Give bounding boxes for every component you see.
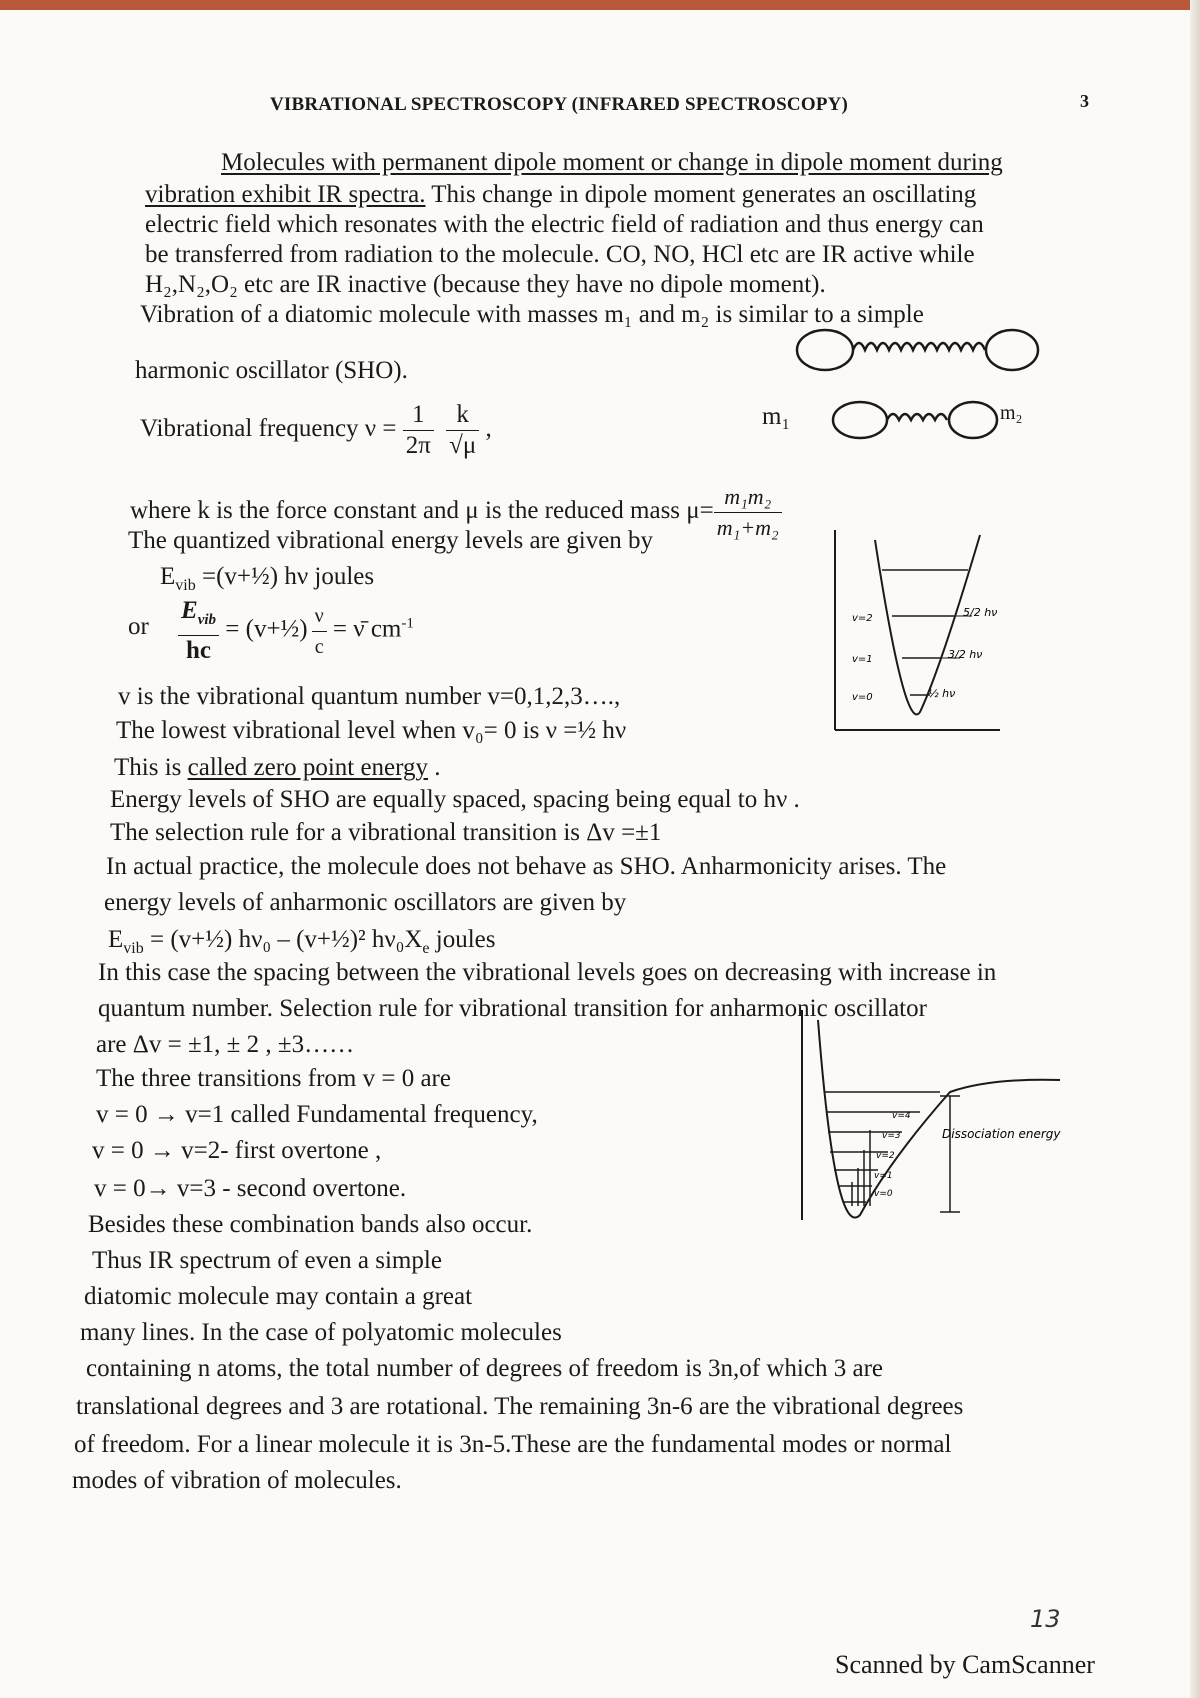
- body-line-20: containing n atoms, the total number of degrees of freedom is 3n,of which 3 are: [86, 1355, 883, 1382]
- body-line-15: v = 0→ v=3 - second overtone.: [94, 1175, 407, 1202]
- body-line-13: v = 0 → v=1 called Fundamental frequency,: [96, 1101, 538, 1128]
- frequency-suffix: ,: [479, 415, 492, 443]
- sqrt-numerator: k: [446, 400, 479, 431]
- eq2-sup: -1: [401, 615, 414, 632]
- reduced-mass-text: where k is the force constant and μ is the reduced mass μ=: [130, 497, 714, 525]
- sqrt-denominator: √μ: [449, 432, 477, 459]
- eq2-fraction: [178, 596, 219, 666]
- eq2-mid: = (v+½): [219, 615, 308, 643]
- body-line-7: energy levels of anharmonic oscillators are given by: [104, 889, 627, 916]
- sho-energy-label: 5/2 hν: [963, 606, 998, 619]
- sho-energy-label: 3/2 hν: [948, 648, 983, 661]
- body-line-3: [114, 753, 441, 783]
- body-line-12: The three transitions from v = 0 are: [96, 1065, 451, 1092]
- fraction-denominator: 2π: [405, 432, 431, 459]
- mass-1-label: m₁: [762, 403, 791, 430]
- energy-or: or: [128, 613, 149, 640]
- zero-point-energy-term: called zero point energy: [187, 754, 429, 781]
- intro-line-4: be transferred from radiation to the molecule. CO, NO, HCl etc are IR active while: [145, 241, 975, 268]
- sho-energy-label: ½ hν: [928, 687, 956, 700]
- eq2-rest: = ν̄ cm: [326, 615, 402, 643]
- frequency-prefix: Vibrational frequency ν =: [140, 415, 403, 443]
- frequency-fraction: [403, 400, 434, 461]
- fraction-numerator: 1: [403, 400, 434, 431]
- anharmonic-level-label: v=3: [882, 1131, 901, 1141]
- eq2-nu-fraction: [312, 601, 327, 662]
- sqrt-denominator-mu: μ: [462, 432, 477, 459]
- body-line-23: modes of vibration of molecules.: [72, 1467, 402, 1494]
- body-line-14: v = 0 → v=2- first overtone ,: [92, 1137, 382, 1164]
- anharmonic-level-label: v=2: [876, 1151, 895, 1161]
- intro-line-5: H₂,N₂,O₂ etc are IR inactive (because they have no dipole moment).: [145, 271, 826, 298]
- eq3-e: E: [108, 926, 124, 953]
- anharmonic-level-label: v=0: [874, 1189, 893, 1199]
- anharmonic-potential-diagram: [790, 1010, 1070, 1230]
- body-line-19: many lines. In the case of polyatomic molecules: [80, 1319, 562, 1346]
- page-top-edge: [0, 0, 1200, 10]
- sho-potential-diagram: [820, 530, 1020, 740]
- frequency-sqrt: [446, 400, 479, 461]
- body-line-5: The selection rule for a vibrational transition is Δv =±1: [110, 819, 662, 846]
- body-line-3-pre: This is: [114, 754, 188, 781]
- sho-level-label: v=2: [852, 613, 873, 624]
- energy-intro: The quantized vibrational energy levels are given by: [128, 527, 654, 554]
- mass-2-label: m₂: [1000, 402, 1023, 424]
- page-heading: VIBRATIONAL SPECTROSCOPY (INFRARED SPECTROSCOPY): [270, 94, 849, 115]
- spring-sketch-icon: [790, 320, 1050, 380]
- anharmonic-level-label: v=4: [892, 1111, 911, 1121]
- body-line-22: of freedom. For a linear molecule it is 3n-5.These are the fundamental modes or normal: [74, 1431, 952, 1458]
- intro-line-7: harmonic oscillator (SHO).: [135, 357, 408, 384]
- intro-line-6: Vibration of a diatomic molecule with masses m₁ and m₂ is similar to a simple: [140, 301, 924, 328]
- intro-line-1: Molecules with permanent dipole moment or change in dipole moment during: [221, 149, 1003, 176]
- body-line-18: diatomic molecule may contain a great: [84, 1283, 473, 1310]
- anharmonic-level-label: v=1: [874, 1171, 893, 1181]
- body-line-1: v is the vibrational quantum number v=0,1,2,3….,: [118, 683, 621, 710]
- page-right-edge: [1190, 0, 1200, 1698]
- reduced-mass-fraction: [714, 482, 782, 543]
- body-line-11: are Δv = ±1, ± 2 , ±3……: [96, 1031, 355, 1058]
- eq2-denominator: hc: [186, 637, 211, 664]
- body-line-4: Energy levels of SHO are equally spaced, spacing being equal to hν .: [110, 786, 800, 813]
- eq2-num-sub: vib: [197, 612, 217, 628]
- eq3-sub: vib: [123, 940, 144, 957]
- scanner-watermark: Scanned by CamScanner: [835, 1650, 1095, 1679]
- eq3-rest: = (v+½) hν₀ – (v+½)² hν₀X: [143, 926, 423, 953]
- eq1-sub: vib: [175, 577, 196, 594]
- handwritten-page-number: 13: [1030, 1605, 1061, 1633]
- body-line-17: Thus IR spectrum of even a simple: [92, 1247, 442, 1274]
- intro-line-3: electric field which resonates with the electric field of radiation and thus energy can: [145, 211, 984, 238]
- body-line-10: quantum number. Selection rule for vibrational transition for anharmonic oscillator: [98, 995, 927, 1022]
- reduced-mass-denominator: m₁+m₂: [716, 515, 779, 540]
- eq2-nu: ν: [312, 601, 327, 632]
- eq1-e: E: [160, 563, 176, 590]
- energy-equation-2: [178, 596, 414, 666]
- sho-level-label: v=0: [852, 692, 873, 703]
- page-number: 3: [1080, 91, 1089, 111]
- body-line-3-post: .: [428, 754, 441, 781]
- intro-underlined-2: vibration exhibit IR spectra.: [145, 181, 426, 208]
- body-line-9: In this case the spacing between the vibrational levels goes on decreasing with increase in: [98, 959, 997, 986]
- body-line-2: The lowest vibrational level when v₀= 0 is ν =½ hν: [116, 717, 627, 744]
- body-line-16: Besides these combination bands also occur.: [88, 1211, 533, 1238]
- eq2-c: c: [314, 635, 324, 658]
- eq2-numerator: [178, 596, 219, 636]
- intro-line-2: [145, 180, 976, 210]
- spring-sketch-2-icon: [830, 396, 1030, 446]
- reduced-mass-numerator: m₁m₂: [714, 482, 782, 513]
- sho-level-label: v=1: [852, 654, 873, 665]
- eq3-end: joules: [429, 926, 496, 953]
- body-line-6: In actual practice, the molecule does not behave as SHO. Anharmonicity arises. The: [106, 853, 947, 880]
- eq2-num-e: E: [181, 597, 198, 624]
- body-line-21: translational degrees and 3 are rotational. The remaining 3n-6 are the vibrational degrees: [76, 1393, 964, 1420]
- frequency-formula: [140, 400, 492, 461]
- dissociation-energy-label: Dissociation energy: [942, 1127, 1061, 1141]
- intro-rest-2: This change in dipole moment generates an oscillating: [425, 181, 977, 208]
- eq1-rest: =(v+½) hν joules: [195, 563, 375, 590]
- eq3-sub-e: e: [422, 940, 430, 957]
